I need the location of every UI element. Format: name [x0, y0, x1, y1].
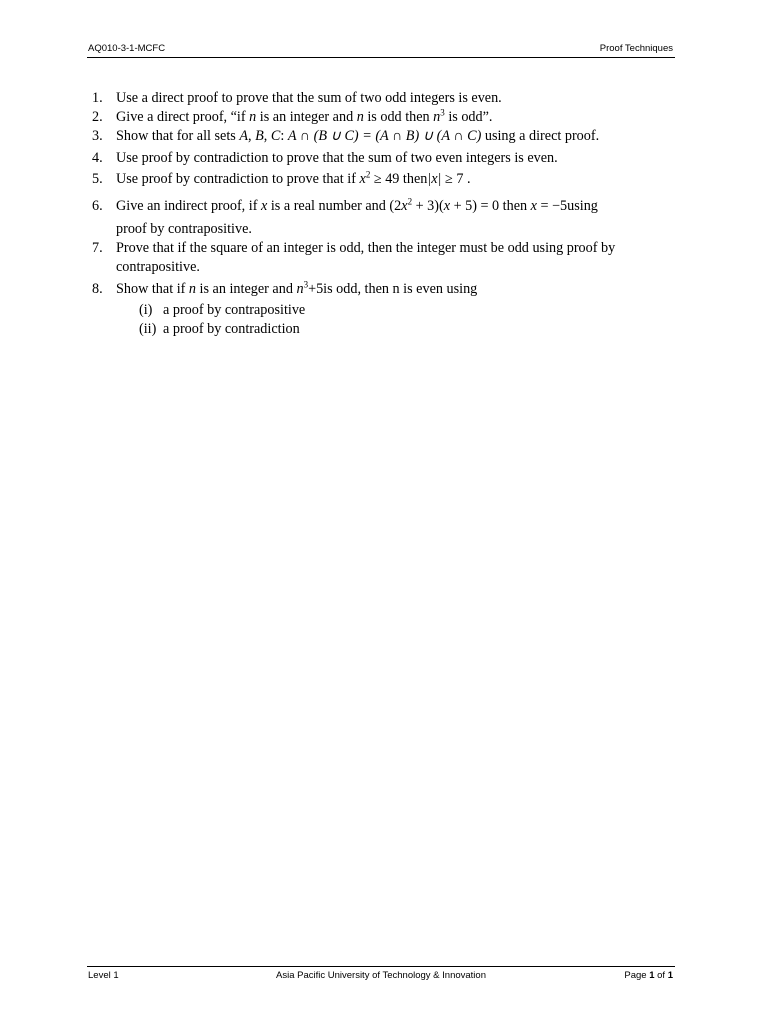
- question-text: Give a direct proof, “if n is an integer and n is odd then $n^3$ is odd”.: [116, 107, 493, 125]
- question-number: 2.: [92, 109, 103, 125]
- question-number: 6.: [92, 198, 103, 214]
- question-number: 8.: [92, 281, 103, 297]
- page-footer: [87, 966, 675, 983]
- sub-question-label: (ii): [139, 321, 157, 337]
- question-number: 7.: [92, 240, 103, 256]
- question-text: Use proof by contradiction to prove that the sum of two even integers is even.: [116, 150, 558, 166]
- question-5: [92, 170, 682, 189]
- question-number: 4.: [92, 150, 103, 166]
- question-text: Give an indirect proof, if x is a real number and $(2x^2 + 3)(x + 5) = 0$ then x = −5using: [116, 196, 598, 214]
- level-label: Level 1: [88, 970, 119, 981]
- question-text: Use proof by contradiction to prove that if $x^2 \ge 49$ then|x| ≥ 7 .: [116, 169, 471, 187]
- question-4: [92, 149, 682, 168]
- sub-question-i: [92, 301, 682, 320]
- question-text: Show that for all sets A, B, C: A ∩ (B ∪ C) = (A ∩ B) ∪ (A ∩ C) using a direct proof.: [116, 128, 600, 144]
- page-header: [87, 43, 675, 58]
- question-text: Prove that if the square of an integer is odd, then the integer must be odd using proof by: [116, 240, 616, 256]
- set-identity: A ∩ (B ∪ C) = (A ∩ B) ∪ (A ∩ C): [287, 128, 482, 144]
- question-number: 1.: [92, 90, 103, 106]
- sub-question-text: a proof by contradiction: [163, 321, 300, 337]
- question-text: Use a direct proof to prove that the sum of two odd integers is even.: [116, 90, 502, 106]
- question-list: [92, 89, 682, 339]
- question-number: 5.: [92, 171, 103, 187]
- question-7: [92, 239, 682, 277]
- question-3: [92, 127, 682, 146]
- institution-name: Asia Pacific University of Technology & Innovation: [276, 970, 486, 981]
- sub-question-text: a proof by contrapositive: [163, 302, 306, 318]
- course-code: AQ010-3-1-MCFC: [88, 43, 166, 54]
- question-2: [92, 108, 682, 127]
- question-1: [92, 89, 682, 108]
- topic-title: Proof Techniques: [599, 43, 673, 54]
- question-number: 3.: [92, 128, 103, 144]
- question-text: Show that if n is an integer and $n^3+5is$ odd, then n is even using: [116, 279, 478, 297]
- sub-question-ii: [92, 320, 682, 339]
- question-text-continued: proof by contrapositive.: [116, 221, 252, 237]
- question-6: [92, 197, 682, 239]
- sub-question-label: (i): [139, 302, 153, 318]
- page-counter: Page 1 of 1: [624, 970, 673, 981]
- question-text-continued: contrapositive.: [116, 259, 200, 275]
- question-8: [92, 280, 682, 299]
